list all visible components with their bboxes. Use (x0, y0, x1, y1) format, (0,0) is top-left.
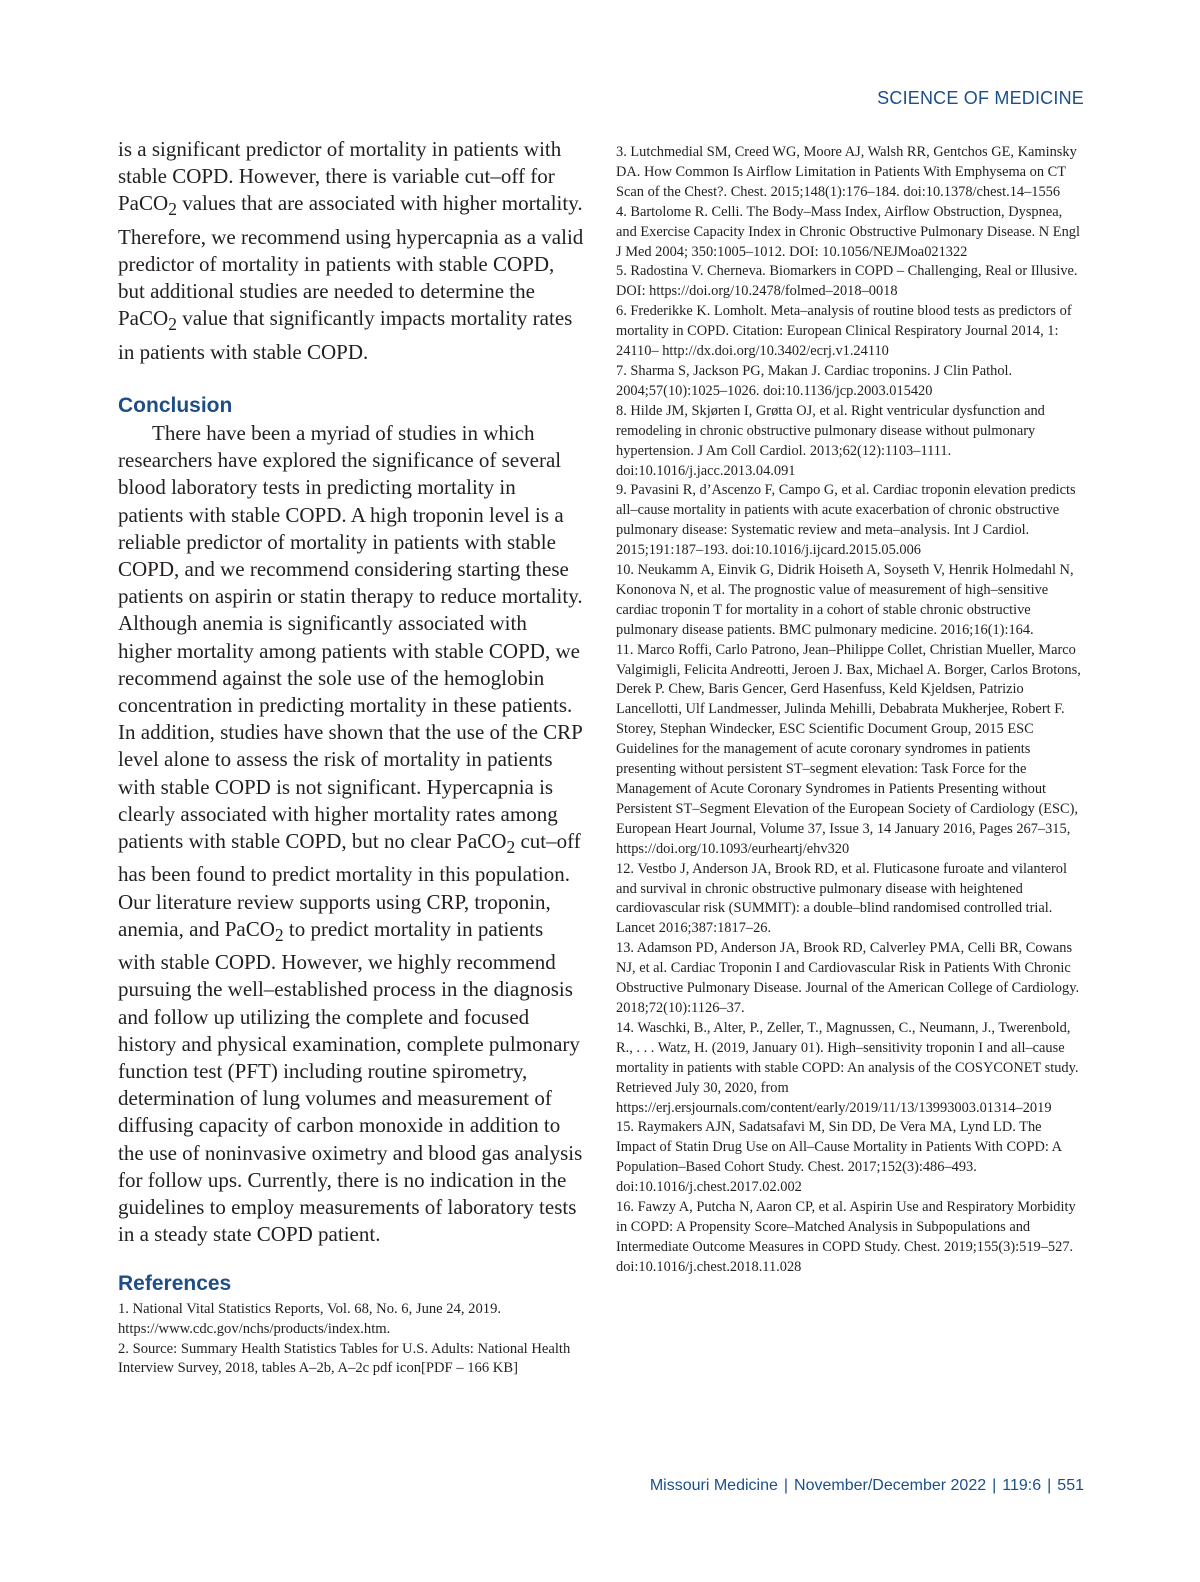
reference-item: 9. Pavasini R, d’Ascenzo F, Campo G, et al. Cardiac troponin elevation predicts all–cause mortality in patients with acute exacerbation of chronic obstructive pulmonary disease: Systematic review and meta–analysis. Int J Cardiol. 2015;191:187–193. doi:10.1016/j.ijcard.2015.05.006 (616, 482, 1076, 559)
subscript-2: 2 (506, 837, 516, 858)
section-header: SCIENCE OF MEDICINE (877, 88, 1084, 108)
reference-item: 15. Raymakers AJN, Sadatsafavi M, Sin DD, De Vera MA, Lynd LD. The Impact of Statin Drug Use on All–Cause Mortality in Patients With COPD: A Population–Based Cohort Study. Chest. 2017;152(3):486–493. doi:10.1016/j.chest.2017.02.002 (616, 1119, 1062, 1196)
reference-item: 4. Bartolome R. Celli. The Body–Mass Index, Airflow Obstruction, Dyspnea, and Exercise Capacity Index in Chronic Obstructive Pulmonary Disease. N Engl J Med 2004; 350:1005–1012. DOI: 10.1056/NEJMoa021322 (616, 203, 1080, 260)
reference-list-right (616, 143, 1081, 1278)
conclusion-paragraph: There have been a myriad of studies in which researchers have explored the significance of several blood laboratory tests in predicting mortality in patients with stable COPD. A high troponin level is a reliable predictor of mortality in patients with stable COPD, and we recommend considering starting these patients on aspirin or statin therapy to reduce mortality. Although anemia is significantly associated with higher mortality among patients with stable COPD, we recommend against the sole use of the hemoglobin concentration in predicting mortality in these patients. In addition, studies have shown that the use of the CRP level alone to assess the risk of mortality in patients with stable COPD is not significant. Hypercapnia is clearly associated with higher mortality rates among patients with stable COPD, but no clear PaCO$_2$ cut–off has been found to predict mortality in this population. Our literature review supports using CRP, troponin, anemia, and PaCO$_2$ to predict mortality in patients with stable COPD. However, we highly recommend pursuing the well–established process in the diagnosis and follow up utilizing the complete and focused history and physical examination, complete pulmonary function test (PFT) including routine spirometry, determination of lung volumes and measurement of diffusing capacity of carbon monoxide in addition to the use of noninvasive oximetry and blood gas analysis for follow ups. Currently, there is no indication in the guidelines to employ measurements of laboratory tests in a steady state COPD patient. (118, 421, 583, 1247)
page-number: 551 (1057, 1477, 1084, 1494)
reference-item: 10. Neukamm A, Einvik G, Didrik Hoiseth A, Soyseth V, Henrik Holmedahl N, Kononova N, et al. The prognostic value of measurement of high–sensitive cardiac troponin T for mortality in a cohort of stable chronic obstructive pulmonary disease patients. BMC pulmonary medicine. 2016;16(1):164. (616, 562, 1074, 638)
volume-issue: 119:6 (1002, 1477, 1042, 1494)
reference-item: 14. Waschki, B., Alter, P., Zeller, T., Magnussen, C., Neumann, J., Twerenbold, R., . . . Watz, H. (2019, January 01). High–sensitivity troponin I and all–cause mortality in patients with stable COPD: An analysis of the COSYCONET study. Retrieved July 30, 2020, from https://erj.ersjournals.com/content/early/2019/11/13/13993003.01314–2019 (616, 1019, 1079, 1116)
reference-item: 2. Source: Summary Health Statistics Tables for U.S. Adults: National Health Interview Survey, 2018, tables A–2b, A–2c pdf icon[PDF – 166 KB] (118, 1340, 571, 1377)
subscript-2: 2 (168, 199, 177, 220)
reference-item: 3. Lutchmedial SM, Creed WG, Moore AJ, Walsh RR, Gentchos GE, Kaminsky DA. How Common Is Airflow Limitation in Patients With Emphysema on CT Scan of the Chest?. Chest. 2015;148(1):176–184. doi:10.1378/chest.14–1556 (616, 144, 1077, 200)
reference-item: 12. Vestbo J, Anderson JA, Brook RD, et al. Fluticasone furoate and vilanterol and survival in chronic obstructive pulmonary disease with heightened cardiovascular risk (SUMMIT): a double–blind randomised controlled trial. Lancet 2016;387:1817–26. (616, 860, 1067, 937)
issue-date: November/December 2022 (794, 1477, 987, 1494)
reference-item: 7. Sharma S, Jackson PG, Makan J. Cardiac troponins. J Clin Pathol. 2004;57(10):1025–1026. doi:10.1136/jcp.2003.015420 (616, 362, 1013, 399)
footer-separator: | (1047, 1477, 1052, 1494)
reference-item: 16. Fawzy A, Putcha N, Aaron CP, et al. Aspirin Use and Respiratory Morbidity in COPD: A Propensity Score–Matched Analysis in Subpopulations and Intermediate Outcome Measures in COPD Study. Chest. 2019;155(3):519–527. doi:10.1016/j.chest.2018.11.028 (616, 1199, 1076, 1275)
reference-item: 1. National Vital Statistics Reports, Vol. 68, No. 6, June 24, 2019. https://www.cdc.gov/nchs/products/index.htm. (118, 1301, 502, 1338)
subscript-2: 2 (168, 314, 177, 335)
subscript-2: 2 (274, 925, 284, 946)
footer-separator: | (992, 1477, 997, 1494)
reference-item: 8. Hilde JM, Skjørten I, Grøtta OJ, et al. Right ventricular dysfunction and remodeling in chronic obstructive pulmonary disease without pulmonary hypertension. J Am Coll Cardiol. 2013;62(12):1103–1111. doi:10.1016/j.jacc.2013.04.091 (616, 402, 1045, 479)
left-column (118, 136, 584, 1379)
conclusion-heading: Conclusion (118, 394, 233, 417)
footer-separator: | (783, 1477, 789, 1494)
right-column (616, 143, 1081, 1278)
reference-item: 13. Adamson PD, Anderson JA, Brook RD, Calverley PMA, Celli BR, Cowans NJ, et al. Cardiac Troponin I and Cardiovascular Risk in Patients With Chronic Obstructive Pulmonary Disease. Journal of the American College of Cardiology. 2018;72(10):1126–37. (616, 940, 1080, 1016)
intro-paragraph: is a significant predictor of mortality in patients with stable COPD. However, there is variable cut–off for PaCO$_2$ values that are associated with higher mortality. Therefore, we recommend using hypercapnia as a valid predictor of mortality in patients with stable COPD, but additional studies are needed to determine the PaCO$_2$ value that significantly impacts mortality rates in patients with stable COPD. (118, 137, 584, 364)
references-heading: References (118, 1272, 232, 1296)
reference-item: 11. Marco Roffi, Carlo Patrono, Jean–Philippe Collet, Christian Mueller, Marco Valgimigli, Felicita Andreotti, Jeroen J. Bax, Michael A. Borger, Carlos Brotons, Derek P. Chew, Baris Gencer, Gerd Hasenfuss, Keld Kjeldsen, Patrizio Lancellotti, Ulf Landmesser, Julinda Mehilli, Debabrata Mukherjee, Robert F. Storey, Stephan Windecker, ESC Scientific Document Group, 2015 ESC Guidelines for the management of acute coronary syndromes in patients presenting without persistent ST–segment elevation: Task Force for the Management of Acute Coronary Syndromes in Patients Presenting without Persistent ST–Segment Elevation of the European Society of Cardiology (ESC), European Heart Journal, Volume 37, Issue 3, 14 January 2016, Pages 267–315, https://doi.org/10.1093/eurheartj/ehv320 (616, 641, 1081, 857)
page-footer (650, 1477, 1084, 1495)
reference-item: 5. Radostina V. Cherneva. Biomarkers in COPD – Challenging, Real or Illusive. DOI: https://doi.org/10.2478/folmed–2018–0018 (616, 263, 1078, 300)
reference-list-left (118, 1300, 584, 1378)
journal-name: Missouri Medicine (649, 1477, 778, 1494)
reference-item: 6. Frederikke K. Lomholt. Meta–analysis of routine blood tests as predictors of mortality in COPD. Citation: European Clinical Respiratory Journal 2014, 1: 24110– http://dx.doi.org/10.3402/ecrj.v1.24110 (616, 303, 1072, 360)
